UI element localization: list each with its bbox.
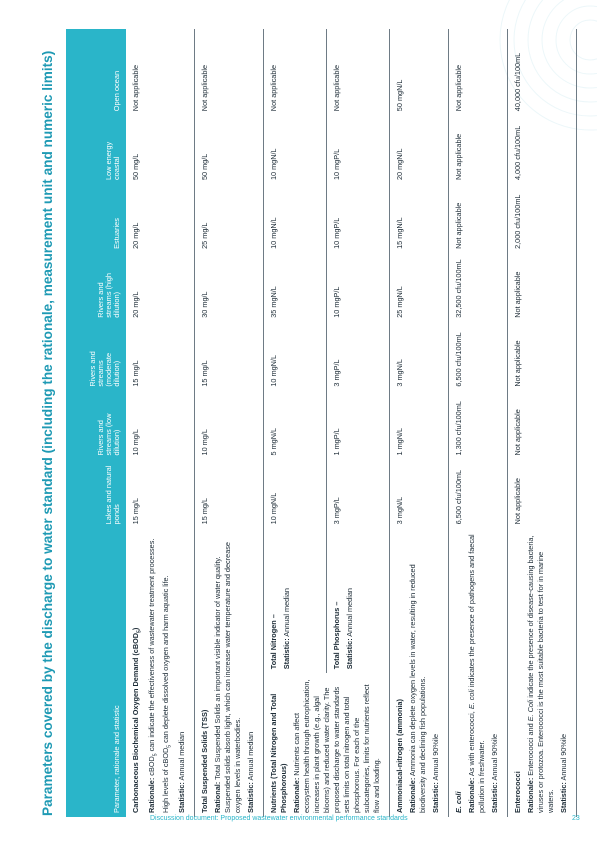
value-cell: 15 mg/L (195, 459, 264, 528)
value-cell: 1 mgN/L (390, 391, 449, 460)
value-cell: 3 mgP/L (327, 459, 390, 528)
header-lakes: Lakes and natural ponds (66, 459, 126, 528)
param-cell: Carbonaceous Biochemical Oxygen Demand (cBOD$_5$) Rationale: cBOD$_5$ can indicate the effectiveness of wastewater treatment processes. High levels of cBOD$_5$ can deplete dissolved oxygen and harm aquatic life. Statistic: Annual median (126, 528, 195, 817)
value-cell: 2,000 cfu/100mL (508, 184, 577, 253)
statistic-label: Statistic: (490, 782, 500, 813)
value-cell: Not applicable (449, 115, 508, 184)
value-cell: 6,500 cfu/100mL (449, 322, 508, 391)
header-open-ocean: Open ocean (66, 29, 126, 115)
header-low-energy: Low energy coastal (66, 115, 126, 184)
rationale-label: Rationale: (408, 777, 418, 813)
statistic-value: Annual median (282, 588, 292, 637)
param-name: Total Suspended Solids (TSS) (200, 709, 210, 813)
standards-table (66, 29, 577, 817)
value-cell: 1 mgP/L (327, 391, 390, 460)
value-cell: 10 mgP/L (327, 253, 390, 322)
value-cell: Not applicable (126, 29, 195, 115)
value-cell: 15 mg/L (126, 322, 195, 391)
header-rivers-high: Rivers and streams (high dilution) (66, 253, 126, 322)
value-cell: 1,300 cfu/100mL (449, 391, 508, 460)
table-row-tss (195, 29, 264, 817)
table-row-ammonia (390, 29, 449, 817)
table-row-ecoli (449, 29, 508, 817)
rationale-text: Ammonia can deplete oxygen levels in water, resulting in reduced biodiversity and declining fish populations. (408, 564, 428, 813)
value-cell: Not applicable (449, 29, 508, 115)
value-cell: 6,500 cfu/100mL (449, 459, 508, 528)
param-name: E. coli (454, 791, 464, 813)
value-cell: 20 mg/L (126, 184, 195, 253)
rationale-text: Nutrients can affect ecosystem health through eutrophication, increases in plant growth (e.g., algal blooms) and reduced water clarity. The proposed discharge to water standards sets limits on total nitrogen and total phosphorous. For each of the subcategories, limits for nutrients reflect flow and loading. (292, 679, 382, 813)
statistic-label: Statistic: (177, 782, 187, 813)
value-cell: 25 mg/L (195, 184, 264, 253)
statistic-value: Annual 90%ile (490, 733, 500, 781)
param-cell (264, 673, 390, 817)
value-cell: 40,000 cfu/100mL (508, 29, 577, 115)
sub-param-cell (264, 528, 327, 673)
statistic-value: Annual median (177, 731, 187, 781)
value-cell: 35 mgN/L (264, 253, 327, 322)
rationale-label: Rationale: (147, 777, 157, 813)
value-cell: 4,000 cfu/100mL (508, 115, 577, 184)
value-cell: 32,500 cfu/100mL (449, 253, 508, 322)
rationale-label: Rationale: (467, 777, 477, 813)
value-cell: 50 mg/L (195, 115, 264, 184)
value-cell: Not applicable (327, 29, 390, 115)
value-cell: Not applicable (508, 391, 577, 460)
table-row-total-nitrogen (264, 29, 327, 817)
param-cell: Enterococci Rationale: Enterococci and E. Coli indicate the presence of disease-causing bacteria, viruses or protozoa. Enterococci is the most suitable bacteria to test for in marine waters. Statistic: Annual 90%ile (508, 528, 577, 817)
value-cell: 10 mgP/L (327, 184, 390, 253)
value-cell: 10 mgP/L (327, 115, 390, 184)
rationale-label: Rational: (213, 781, 223, 813)
header-rivers-moderate: Rivers and streams (moderate dilution) (66, 322, 126, 391)
param-cell (195, 528, 264, 817)
statistic-label: Statistic: (559, 782, 569, 813)
value-cell: 15 mg/L (195, 322, 264, 391)
value-cell: Not applicable (508, 322, 577, 391)
value-cell: 10 mgN/L (264, 322, 327, 391)
statistic-label: Statistic: (246, 782, 256, 813)
rationale-label: Rationale: (526, 777, 536, 813)
value-cell: 20 mgN/L (390, 115, 449, 184)
value-cell: Not applicable (449, 184, 508, 253)
header-estuaries: Estuaries (66, 184, 126, 253)
statistic-label: Statistic: (431, 782, 441, 813)
value-cell: 30 mg/L (195, 253, 264, 322)
param-name: Ammoniacal-nitrogen (ammonia) (395, 699, 405, 813)
statistic-value: Annual median (345, 588, 355, 637)
value-cell: 10 mgN/L (264, 459, 327, 528)
value-cell: 3 mgN/L (390, 459, 449, 528)
value-cell: 15 mgN/L (390, 184, 449, 253)
statistic-value: Annual 90%ile (559, 733, 569, 781)
value-cell: Not applicable (264, 29, 327, 115)
value-cell: 10 mgN/L (264, 184, 327, 253)
statistic-value: Annual median (246, 731, 256, 781)
value-cell: 50 mgN/L (390, 29, 449, 115)
value-cell: 15 mg/L (126, 459, 195, 528)
value-cell: Not applicable (508, 459, 577, 528)
statistic-label: Statistic: (345, 638, 355, 670)
value-cell: 3 mgN/L (390, 322, 449, 391)
value-cell: 50 mg/L (126, 115, 195, 184)
footer-text: Discussion document: Proposed wastewater environmental performance standards (150, 815, 408, 822)
param-name: Nutrients (Total Nitrogen and Total Phosphorous) (269, 693, 289, 813)
table-header-row (66, 29, 126, 817)
sub-param-name: Total Nitrogen – (269, 614, 279, 670)
value-cell: Not applicable (195, 29, 264, 115)
value-cell: 5 mgN/L (264, 391, 327, 460)
value-cell: 20 mg/L (126, 253, 195, 322)
param-cell (390, 528, 449, 817)
param-name: Enterococci (513, 771, 523, 813)
table-row-cbod (126, 29, 195, 817)
param-name: Carbonaceous Biochemical Oxygen Demand (cBOD$_5$) (131, 627, 143, 813)
statistic-label: Statistic: (282, 638, 292, 670)
statistic-value: Annual 90%ile (431, 733, 441, 781)
page-number: 23 (572, 815, 580, 822)
rationale-text: Total Suspended Solids an important visible indicator of water quality. Suspended solids absorb light, which can increase water temperature and decrease oxygen levels in waterbodies. (213, 542, 243, 813)
rationale-label: Rationale: (292, 777, 302, 813)
value-cell: 10 mgN/L (264, 115, 327, 184)
value-cell: 10 mg/L (126, 391, 195, 460)
sub-param-name: Total Phosphorus – (332, 601, 342, 670)
value-cell: Not applicable (508, 253, 577, 322)
page-title: Parameters covered by the discharge to water standard (including the rationale, measurement unit and numeric limits) (40, 50, 55, 816)
value-cell: 25 mgN/L (390, 253, 449, 322)
value-cell: 3 mgP/L (327, 322, 390, 391)
header-rivers-low: Rivers and streams (low dilution) (66, 391, 126, 460)
sub-param-cell (327, 528, 390, 673)
value-cell: 10 mg/L (195, 391, 264, 460)
param-cell: E. coli Rationale: As with enterococci, E. coli indicates the presence of pathogens and faecal pollution in freshwater. Statistic: Annual 90%ile (449, 528, 508, 817)
header-parameter: Parameter, rationale and statistic (66, 528, 126, 817)
table-row-enterococci (508, 29, 577, 817)
